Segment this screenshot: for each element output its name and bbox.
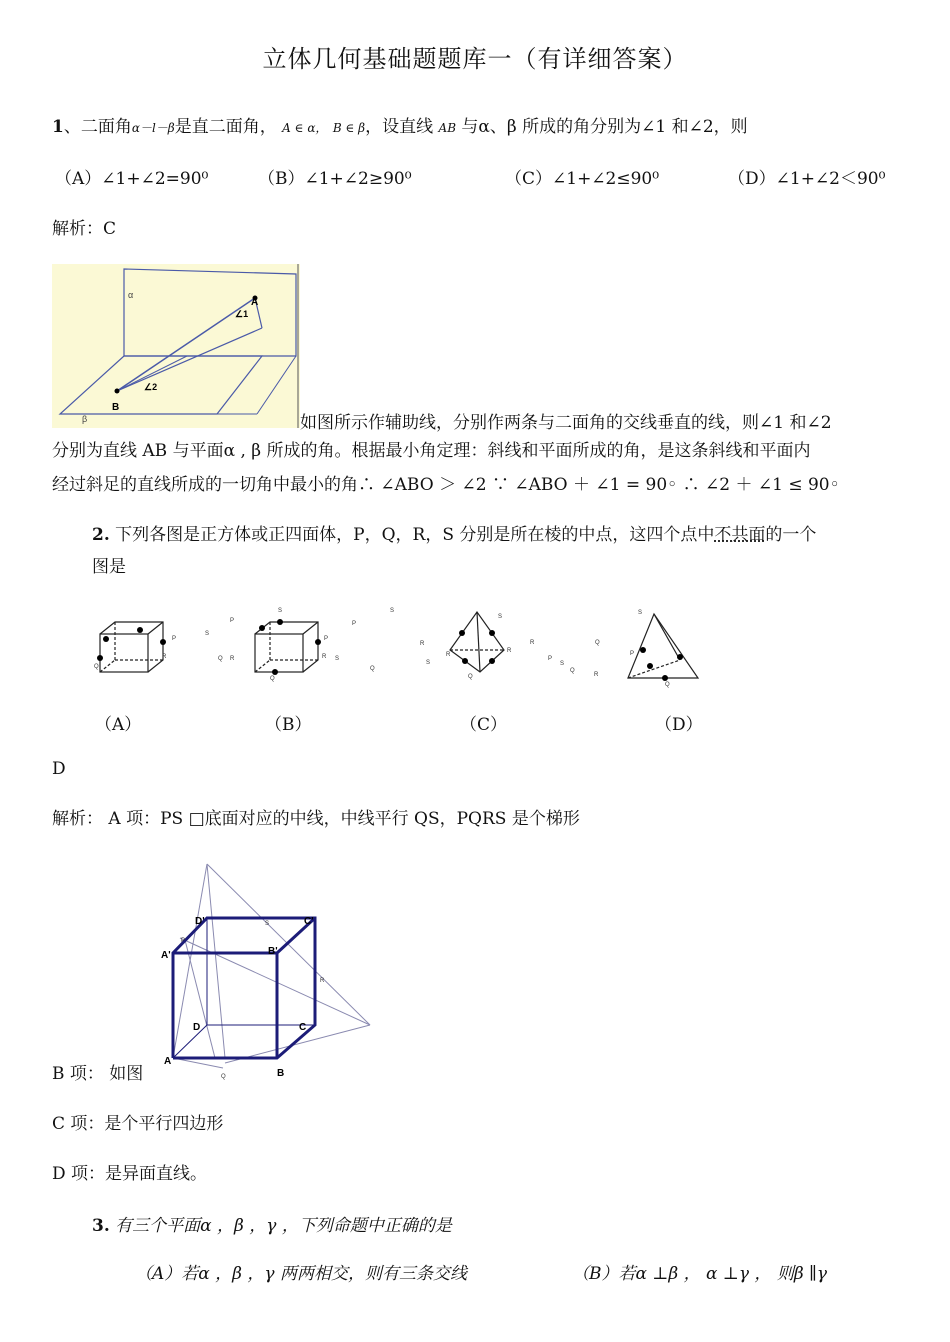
q3-option-a: （A）若α ，β ，γ 两两相交，则有三条交线 xyxy=(135,1264,467,1284)
q2-explanation-b: B 项： 如图 xyxy=(52,1064,144,1084)
label-q: Q xyxy=(221,1074,226,1080)
q2-explanation-a: 解析： A 项：PS □底面对应的中线，中线平行 QS，PQRS 是个梯形 xyxy=(52,809,580,829)
figure-a-cube xyxy=(100,622,163,672)
label-b: B xyxy=(112,402,120,413)
q1-figure xyxy=(52,264,300,428)
svg-text:R: R xyxy=(230,656,235,662)
page-title: 立体几何基础题题库一（有详细答案） xyxy=(262,45,688,73)
svg-text:Q: Q xyxy=(370,666,375,672)
label-c: C xyxy=(299,1022,307,1033)
label-r: R xyxy=(320,978,325,984)
q2-fig-label-d: （D） xyxy=(655,715,703,735)
q3-number: 3. xyxy=(92,1216,110,1236)
q1-text: 是直二面角， xyxy=(174,117,277,137)
svg-text:R: R xyxy=(162,654,167,660)
q2-explanation-c: C 项：是个平行四边形 xyxy=(52,1114,224,1134)
svg-text:P: P xyxy=(630,651,635,657)
svg-text:R: R xyxy=(420,641,425,647)
svg-text:Q: Q xyxy=(468,674,473,680)
q1-a-in-alpha: A ∈ α， xyxy=(282,121,328,135)
q2-number: 2. xyxy=(92,525,110,545)
svg-text:P: P xyxy=(172,636,177,642)
svg-text:Q: Q xyxy=(270,676,275,682)
q2-fig-label-a: （A） xyxy=(95,715,142,735)
svg-text:Q: Q xyxy=(665,682,670,688)
svg-text:P: P xyxy=(324,636,329,642)
svg-text:Q: Q xyxy=(218,656,223,662)
q1-ab: AB xyxy=(438,121,457,135)
label-angle2: ∠2 xyxy=(144,382,158,392)
q2-answer: D xyxy=(52,759,66,779)
q1-option-b: （B）∠1+∠2≥90⁰ xyxy=(258,169,412,189)
q2-text: 下列各图是正方体或正四面体，P，Q，R，S 分别是所在棱的中点，这四个点中 xyxy=(115,525,715,545)
q2-fig-label-c: （C） xyxy=(460,715,508,735)
svg-text:P: P xyxy=(352,621,357,627)
q2-stem xyxy=(92,524,816,546)
svg-text:R: R xyxy=(507,648,512,654)
label-a1: A' xyxy=(161,950,171,961)
figure-c-tetrahedron xyxy=(450,612,504,672)
q1-option-a: （A）∠1+∠2=90⁰ xyxy=(55,169,209,189)
svg-text:Q: Q xyxy=(595,640,600,646)
q1-b-in-beta: B ∈ β xyxy=(332,121,366,135)
q1-dihedral: α－l－β xyxy=(131,121,175,135)
q2-fig-label-b: （B） xyxy=(265,715,312,735)
svg-text:S: S xyxy=(335,656,340,662)
q1-text: 与α、β 所成的角分别为∠1 和∠2，则 xyxy=(461,117,748,137)
q3-option-b: （B）若α ⊥β ， α ⊥γ ， 则β ∥γ xyxy=(572,1264,828,1284)
q2-text: 的一个 xyxy=(765,525,817,545)
q1-explanation-line3: 经过斜足的直线所成的一切角中最小的角∴ ∠ABO ＞ ∠2 ∵ ∠ABO ＋ ∠1 = 90◦ ∴ ∠2 ＋ ∠1 ≤ 90◦ xyxy=(52,475,840,495)
q3-text: 有三个平面α ，β ，γ ，下列命题中正确的是 xyxy=(115,1216,452,1236)
q1-explanation-line2: 分别为直线 AB 与平面α , β 所成的角。根据最小角定理：斜线和平面所成的角，是这条斜线和平面内 xyxy=(52,441,811,461)
svg-text:R: R xyxy=(322,654,327,660)
q2-explanation-d: D 项：是异面直线。 xyxy=(52,1164,208,1184)
svg-text:R: R xyxy=(446,652,451,658)
q1-explanation-line1: 如图所示作辅助线，分别作两条与二面角的交线垂直的线，则∠1 和∠2 xyxy=(300,413,832,433)
svg-text:S: S xyxy=(638,610,643,616)
label-b: B xyxy=(277,1068,285,1079)
label-d1: D' xyxy=(195,916,205,927)
svg-text:P: P xyxy=(548,656,553,662)
q2-emphasis: 不共面 xyxy=(714,525,766,545)
label-p: P xyxy=(181,938,186,944)
q1-text: ，设直线 xyxy=(365,117,434,137)
svg-text:S: S xyxy=(390,608,395,614)
point-b xyxy=(115,389,120,394)
label-a: A xyxy=(251,297,259,308)
svg-text:S: S xyxy=(426,660,431,666)
svg-text:P: P xyxy=(230,618,235,624)
label-b1: B' xyxy=(268,946,278,957)
label-a: A xyxy=(164,1056,172,1067)
q1-stem xyxy=(52,116,748,139)
label-s: S xyxy=(265,921,270,927)
svg-text:S: S xyxy=(205,631,210,637)
label-d: D xyxy=(193,1022,201,1033)
q2-cube-figure xyxy=(155,858,385,1088)
svg-text:S: S xyxy=(560,661,565,667)
q1-number: 1 xyxy=(52,117,64,137)
alpha-label: α xyxy=(128,290,134,300)
q1-option-d: （D）∠1+∠2＜90⁰ xyxy=(728,169,886,189)
q1-answer: 解析：C xyxy=(52,219,117,239)
svg-text:Q: Q xyxy=(570,668,575,674)
svg-text:Q: Q xyxy=(94,664,99,670)
q1-option-c: （C）∠1+∠2≤90⁰ xyxy=(505,169,660,189)
label-c1: C' xyxy=(304,916,314,927)
beta-label: β xyxy=(82,414,88,424)
figure-d-tetrahedron xyxy=(628,614,698,678)
q2-stem-line2: 图是 xyxy=(92,557,126,577)
q1-text: 、二面角 xyxy=(63,117,132,137)
svg-text:S: S xyxy=(498,614,503,620)
svg-text:R: R xyxy=(530,640,535,646)
svg-text:R: R xyxy=(594,672,599,678)
q3-stem xyxy=(92,1215,452,1237)
q2-figures xyxy=(90,600,710,690)
label-angle1: ∠1 xyxy=(235,309,249,319)
svg-text:S: S xyxy=(278,608,283,614)
figure-background xyxy=(52,264,300,428)
